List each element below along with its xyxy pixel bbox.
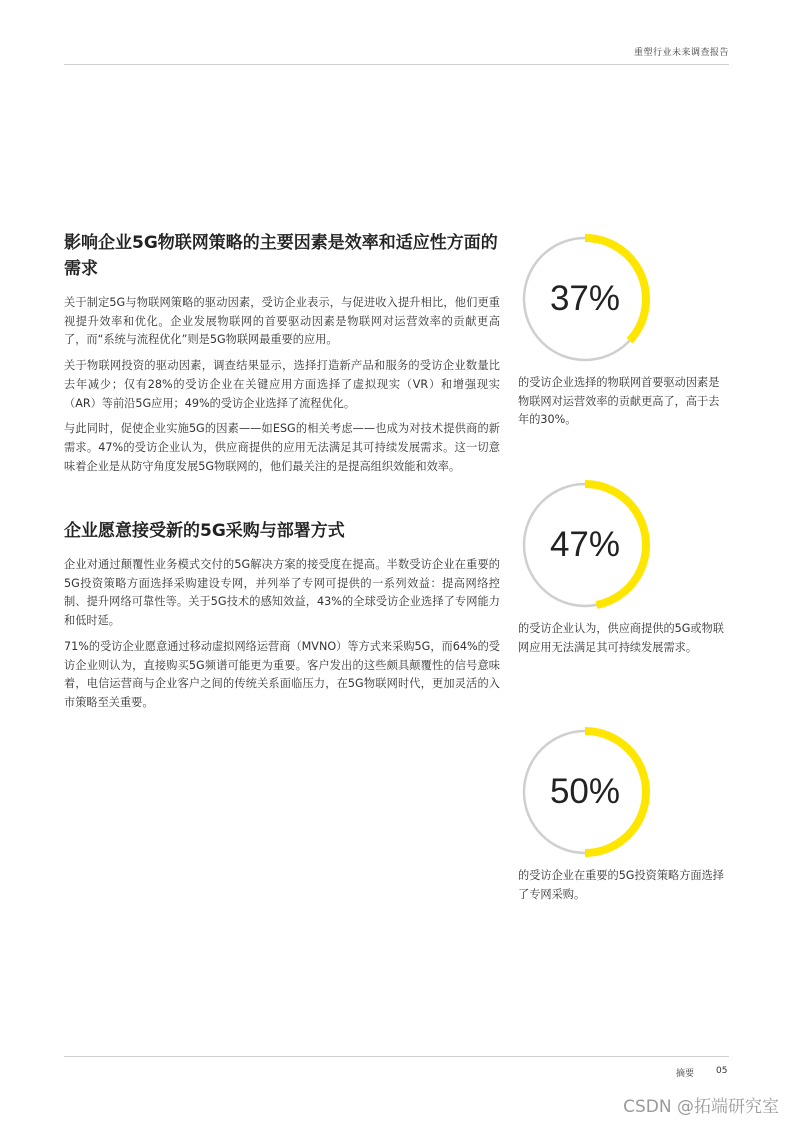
paragraph: 关于制定5G与物联网策略的驱动因素，受访企业表示，与促进收入提升相比，他们更重视提升效率和优化。企业发展物联网的首要驱动因素是物联网对运营效率的贡献更高了，而“系统与流程优化”则是5G物联网最重要的应用。 bbox=[64, 296, 500, 347]
section-procurement bbox=[64, 518, 500, 720]
paragraph: 与此同时，促使企业实施5G的因素——如ESG的相关考虑——也成为对技术提供商的新需求。47%的受访企业认为，供应商提供的应用无法满足其可持续发展需求。这一切意味着企业是从防守角度发展5G物联网的，他们最关注的是提高组织效能和效率。 bbox=[64, 422, 500, 473]
stat-callout-47 bbox=[518, 480, 728, 657]
stat-percentage: 37% bbox=[549, 279, 621, 318]
section-heading: 影响企业5G物联网策略的主要因素是效率和适应性方面的需求 bbox=[64, 233, 498, 279]
paragraph: 关于物联网投资的驱动因素，调查结果显示，选择打造新产品和服务的受访企业数量比去年减少；仅有28%的受访企业在关键应用方面选择了虚拟现实（VR）和增强现实（AR）等前沿5G应用；49%的受访企业选择了流程优化。 bbox=[64, 359, 500, 410]
paragraph: 71%的受访企业愿意通过移动虚拟网络运营商（MVNO）等方式来采购5G，而64%的受访企业则认为，直接购买5G频谱可能更为重要。客户发出的这些颇具颠覆性的信号意味着，电信运营商与企业客户之间的传统关系面临压力，在5G物联网时代，更加灵活的入市策略至关重要。 bbox=[64, 639, 500, 709]
stat-percentage: 50% bbox=[549, 772, 621, 811]
running-header: 重塑行业未来调查报告 bbox=[633, 48, 729, 58]
paragraph: 企业对通过颠覆性业务模式交付的5G解决方案的接受度在提高。半数受访企业在重要的5G投资策略方面选择采购建设专网，并列举了专网可提供的一系列效益：提高网络控制、提升网络可靠性等。关于5G技术的感知效益，43%的全球受访企业选择了专网能力和低时延。 bbox=[64, 558, 500, 628]
progress-ring bbox=[520, 234, 650, 364]
stat-percentage: 47% bbox=[549, 525, 621, 564]
progress-ring bbox=[520, 480, 650, 610]
stat-callout-37 bbox=[518, 234, 728, 430]
header-divider bbox=[64, 64, 729, 65]
watermark: CSDN @拓端研究室 bbox=[623, 1097, 779, 1117]
footer-divider bbox=[64, 1056, 729, 1057]
stat-caption: 的受访企业认为，供应商提供的5G或物联网应用无法满足其可持续发展需求。 bbox=[518, 622, 724, 654]
stat-caption: 的受访企业选择的物联网首要驱动因素是物联网对运营效率的贡献更高了，高于去年的30%。 bbox=[518, 376, 720, 427]
section-heading: 企业愿意接受新的5G采购与部署方式 bbox=[64, 521, 345, 541]
footer-section-label: 摘要 bbox=[676, 1069, 695, 1079]
section-drivers bbox=[64, 230, 500, 483]
page-number: 05 bbox=[716, 1066, 728, 1076]
stat-callout-50 bbox=[518, 727, 728, 904]
stat-caption: 的受访企业在重要的5G投资策略方面选择了专网采购。 bbox=[518, 869, 724, 901]
progress-ring bbox=[520, 727, 650, 857]
